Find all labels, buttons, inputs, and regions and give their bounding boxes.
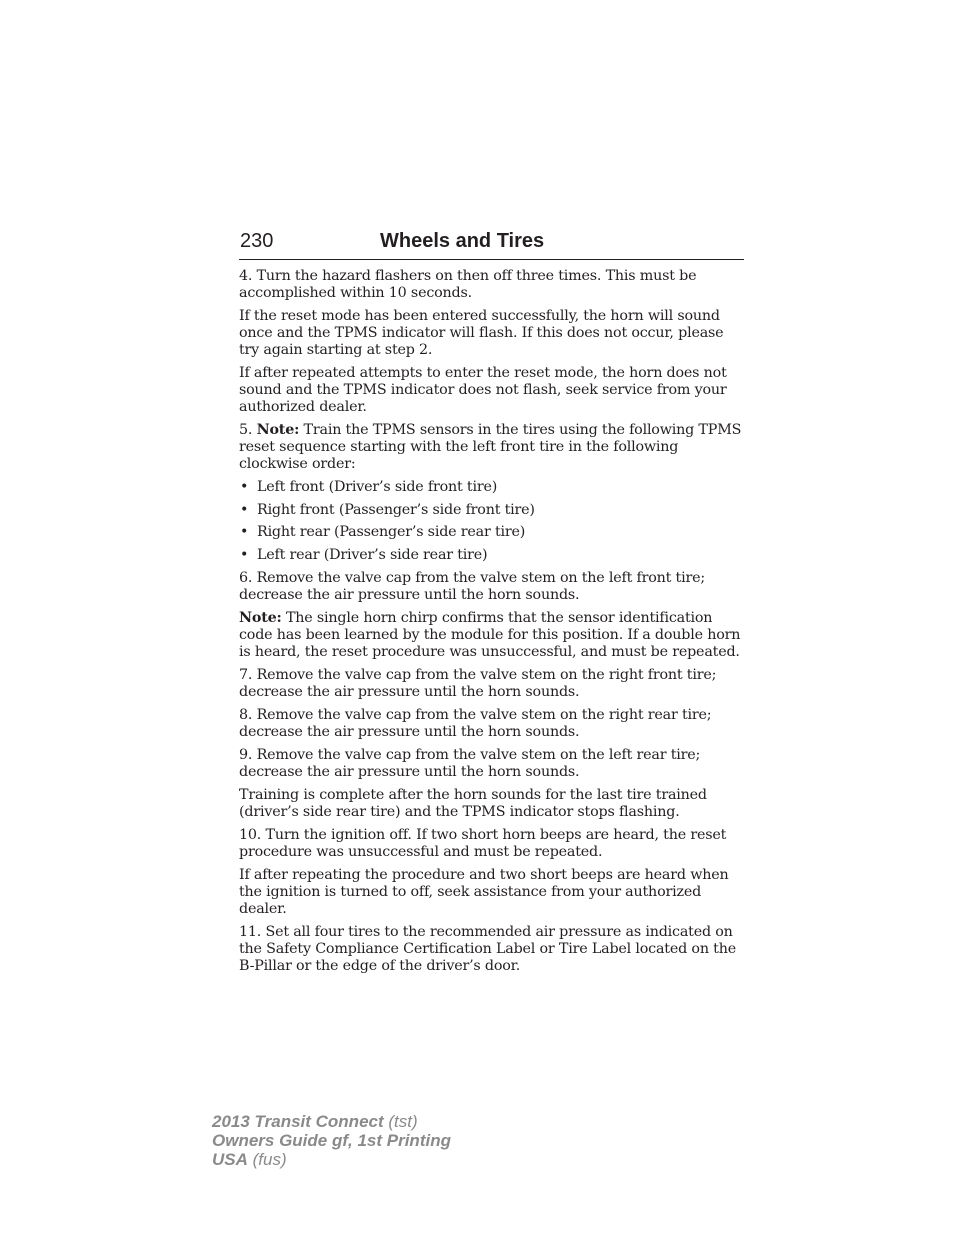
list-item: [239, 502, 745, 519]
bullet-icon: •: [240, 501, 249, 518]
list-item-text: Left front (Driver’s side front tire): [257, 479, 498, 495]
section-title: Wheels and Tires: [380, 230, 545, 252]
step-5-text: Train the TPMS sensors in the tires using the following TPMS reset sequence starting with the left front tire in the following clockwise order:: [239, 422, 742, 472]
step-6: 6. Remove the valve cap from the valve stem on the left front tire; decrease the air pressure until the horn sounds.: [239, 569, 705, 603]
training-complete-paragraph: Training is complete after the horn sounds for the last tire trained (driver’s side rear tire) and the TPMS indicator stops flashing.: [239, 786, 707, 820]
bullet-icon: •: [240, 524, 249, 540]
page-footer: [212, 1112, 451, 1169]
footer-line-3: [212, 1150, 451, 1169]
step-9: 9. Remove the valve cap from the valve stem on the left rear tire; decrease the air pressure until the horn sounds.: [239, 746, 701, 780]
footer-line-2: [212, 1131, 451, 1150]
footer-market-code: (fus): [247, 1150, 287, 1169]
tire-order-list: [239, 479, 745, 564]
note-paragraph: [239, 610, 745, 661]
page-content: [239, 268, 745, 981]
step-5: [239, 422, 745, 473]
bullet-icon: •: [240, 546, 249, 563]
step-5-note-label: Note:: [256, 422, 300, 438]
step-4: 4. Turn the hazard flashers on then off three times. This must be accomplished within 10 seconds.: [239, 268, 697, 301]
list-item: [239, 524, 745, 541]
page-number: 230: [240, 230, 274, 252]
list-item: [239, 547, 745, 564]
reset-success-paragraph: If the reset mode has been entered successfully, the horn will sound once and the TPMS indicator will flash. If this does not occur, please try again starting at step 2.: [239, 308, 724, 358]
list-item: [239, 479, 745, 496]
footer-line-1: [212, 1112, 451, 1131]
list-item-text: Right front (Passenger’s side front tire): [257, 501, 535, 518]
footer-vehicle-code: (tst): [383, 1112, 418, 1131]
list-item-text: Right rear (Passenger’s side rear tire): [257, 524, 526, 540]
footer-guide: Owners Guide gf, 1st Printing: [212, 1131, 451, 1150]
note-text: The single horn chirp confirms that the sensor identification code has been learned by the module for this position. If a double horn is heard, the reset procedure was unsuccessful, and must be repeated.: [239, 609, 741, 660]
step-8: 8. Remove the valve cap from the valve stem on the right rear tire; decrease the air pressure until the horn sounds.: [239, 706, 712, 740]
footer-market: USA: [212, 1150, 248, 1169]
reset-failure-paragraph: If after repeated attempts to enter the reset mode, the horn does not sound and the TPMS indicator does not flash, seek service from your authorized dealer.: [239, 365, 727, 415]
step-7: 7. Remove the valve cap from the valve stem on the right front tire; decrease the air pressure until the horn sounds.: [239, 666, 717, 700]
step-5-number: 5.: [239, 422, 257, 438]
list-item-text: Left rear (Driver’s side rear tire): [257, 546, 488, 563]
page-header: [239, 228, 744, 260]
step-11: 11. Set all four tires to the recommended air pressure as indicated on the Safety Compliance Certification Label or Tire Label located on the B-Pillar or the edge of the driver’s door.: [239, 923, 736, 974]
step-10: 10. Turn the ignition off. If two short horn beeps are heard, the reset procedure was unsuccessful and must be repeated.: [239, 826, 727, 860]
bullet-icon: •: [240, 479, 249, 495]
repeat-failure-paragraph: If after repeating the procedure and two short beeps are heard when the ignition is turned to off, seek assistance from your authorized dealer.: [239, 866, 729, 917]
footer-vehicle: 2013 Transit Connect: [212, 1112, 384, 1131]
note-label: Note:: [239, 609, 282, 626]
